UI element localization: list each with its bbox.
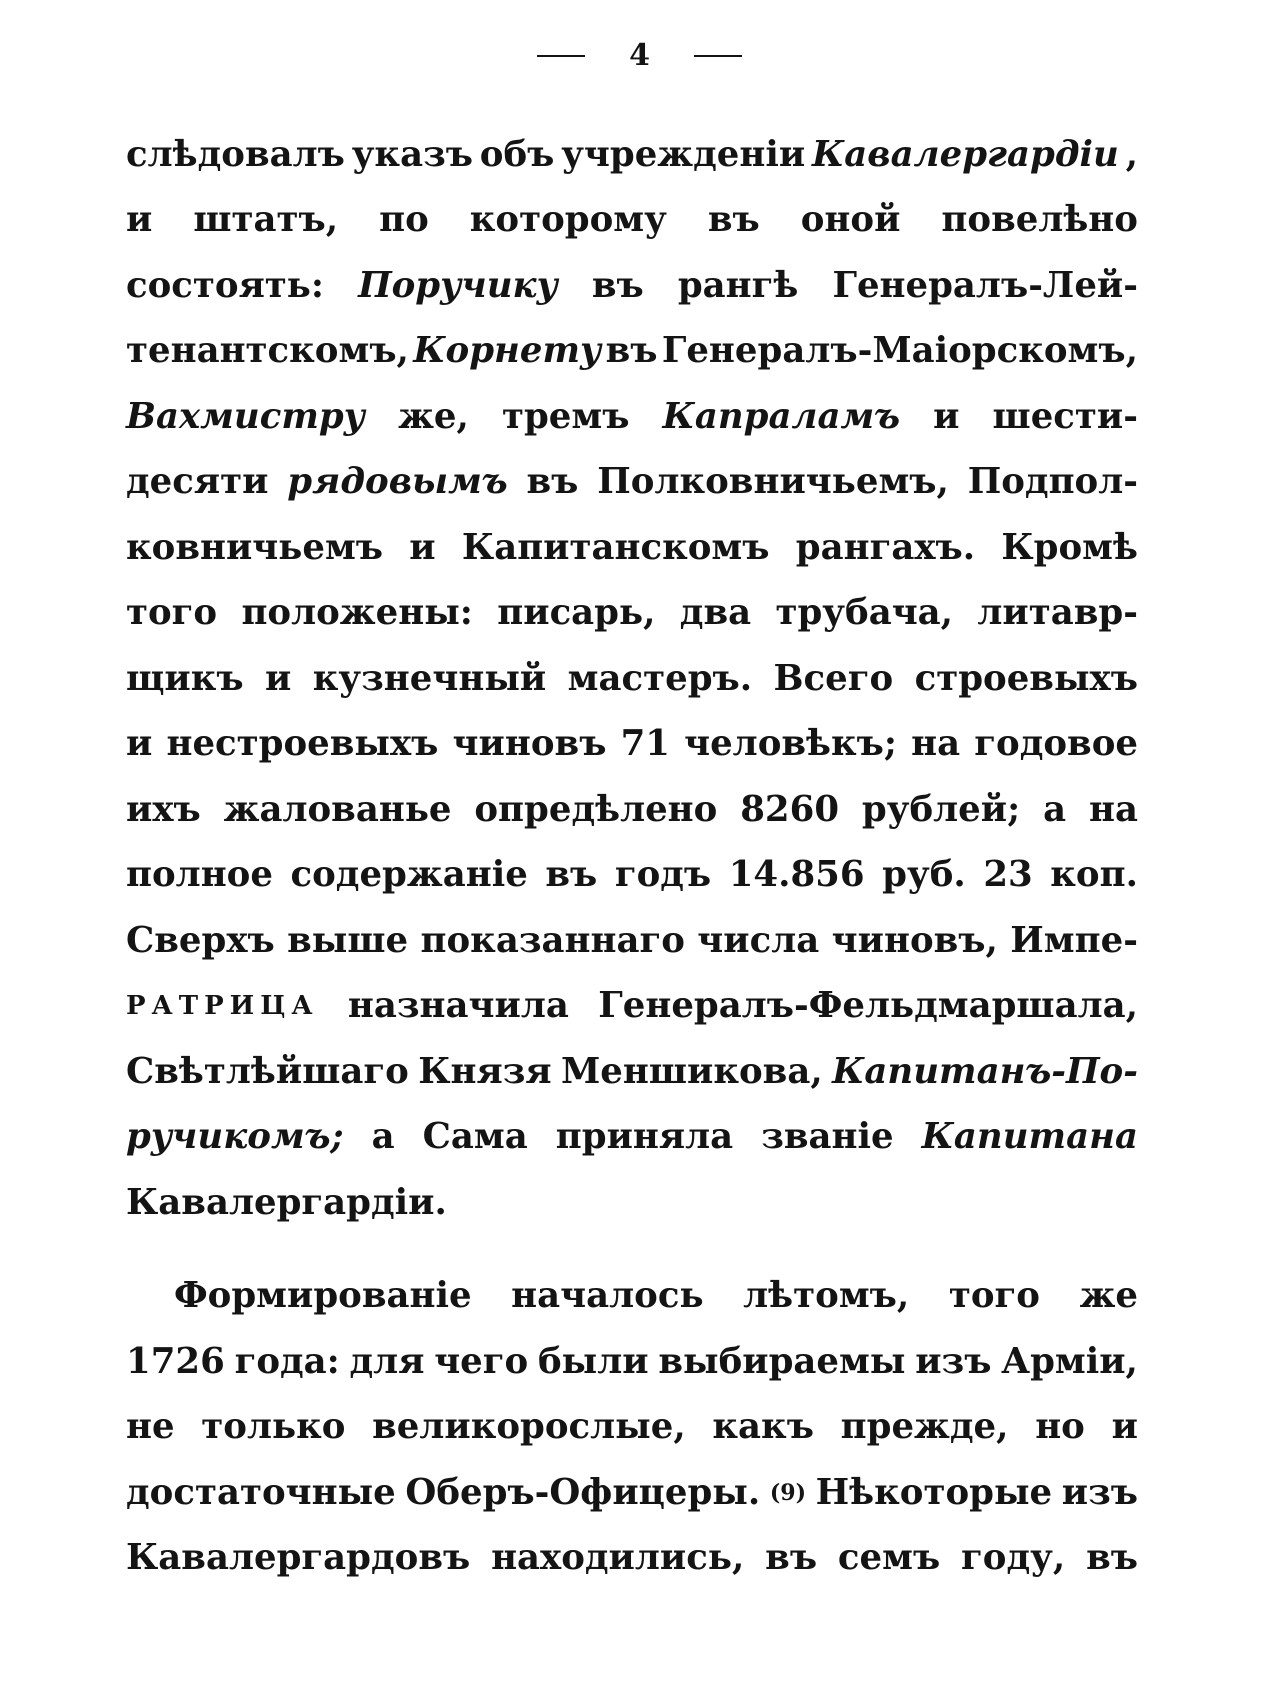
word: числа xyxy=(697,919,820,961)
word: году, xyxy=(961,1537,1066,1579)
text-line xyxy=(126,122,1138,188)
word: началось xyxy=(511,1275,704,1317)
word: штатъ, xyxy=(193,199,339,241)
word: рублей; xyxy=(861,788,1021,830)
body-text xyxy=(126,122,1138,1591)
word: лѣтомъ, xyxy=(743,1275,910,1317)
word: а xyxy=(1043,788,1067,830)
word: на xyxy=(911,723,961,765)
word: достаточные xyxy=(126,1471,396,1513)
word: Арміи, xyxy=(1001,1340,1138,1382)
word: въ xyxy=(545,854,598,896)
word: , xyxy=(1125,133,1138,175)
word: въ xyxy=(605,330,658,372)
header-dash-right xyxy=(694,55,742,57)
word: выше xyxy=(287,919,409,961)
word: чиновъ, xyxy=(831,919,998,961)
word: слѣдовалъ xyxy=(126,133,345,175)
header-dash-left xyxy=(537,55,585,57)
word: же xyxy=(1079,1275,1138,1317)
word: Генералъ-Маіорскомъ, xyxy=(661,330,1138,372)
word: Капитана xyxy=(921,1116,1138,1158)
word: человѣкъ; xyxy=(684,723,897,765)
word: жалованье xyxy=(223,788,452,830)
word: того xyxy=(126,592,218,634)
word: кузнечный xyxy=(312,657,547,699)
word: Кавалергардовъ xyxy=(126,1537,471,1579)
word: нестроевыхъ xyxy=(166,723,439,765)
text-line xyxy=(126,1395,1138,1461)
word: но xyxy=(1035,1406,1085,1448)
text-line xyxy=(126,974,1138,1040)
word: 1726 xyxy=(126,1340,225,1382)
word: Всего xyxy=(773,657,894,699)
word: ковничьемъ xyxy=(126,526,384,568)
word: того xyxy=(948,1275,1040,1317)
word: находились, xyxy=(491,1537,745,1579)
word: состоять: xyxy=(126,264,325,306)
word: изъ xyxy=(1061,1471,1138,1513)
word: 71 xyxy=(620,723,670,765)
word: Корнету xyxy=(413,330,602,372)
word: Сама xyxy=(422,1116,528,1158)
word: чего xyxy=(434,1340,529,1382)
word: рангѣ xyxy=(677,264,799,306)
text-line xyxy=(126,843,1138,909)
word: Меншикова, xyxy=(561,1050,823,1092)
word: щикъ xyxy=(126,657,244,699)
page-number: 4 xyxy=(629,38,650,73)
word: для xyxy=(349,1340,425,1382)
word: руб. xyxy=(882,854,966,896)
word: Вахмистру xyxy=(126,395,365,437)
word: на xyxy=(1088,788,1138,830)
word: мастеръ. xyxy=(567,657,753,699)
word: въ xyxy=(591,264,644,306)
word: строевыхъ xyxy=(914,657,1138,699)
word: указъ xyxy=(351,133,473,175)
text-line xyxy=(126,1170,1138,1236)
text-line xyxy=(126,450,1138,516)
text-line xyxy=(126,1039,1138,1105)
word: назначила xyxy=(347,985,569,1027)
paragraph xyxy=(126,1264,1138,1592)
paragraph-gap xyxy=(126,1236,1138,1264)
word: и xyxy=(933,395,960,437)
word: показаннаго xyxy=(420,919,685,961)
paragraph xyxy=(126,122,1138,1236)
word: полное xyxy=(126,854,273,896)
word: шести- xyxy=(992,395,1138,437)
word: же, xyxy=(398,395,469,437)
text-line xyxy=(126,581,1138,647)
page-header xyxy=(0,36,1279,76)
word: Генералъ-Лей- xyxy=(832,264,1138,306)
word: объ xyxy=(479,133,555,175)
text-line xyxy=(126,1264,1138,1330)
word: Кавалергардіи. xyxy=(126,1181,447,1223)
word: десяти xyxy=(126,461,269,503)
word: которому xyxy=(469,199,667,241)
word: тремъ xyxy=(501,395,630,437)
word: чиновъ xyxy=(452,723,607,765)
word: семъ xyxy=(837,1537,941,1579)
word: 8260 xyxy=(740,788,840,830)
word: только xyxy=(201,1406,346,1448)
text-line xyxy=(126,188,1138,254)
word: 14.856 xyxy=(728,854,865,896)
word: прежде, xyxy=(840,1406,1009,1448)
text-line xyxy=(126,908,1138,974)
word: Оберъ-Офицеры. xyxy=(405,1471,761,1513)
word: были xyxy=(537,1340,649,1382)
text-line xyxy=(126,384,1138,450)
word: ихъ xyxy=(126,788,201,830)
text-line xyxy=(126,777,1138,843)
word: Капраламъ xyxy=(662,395,901,437)
text-line xyxy=(126,1526,1138,1592)
text-line xyxy=(126,1329,1138,1395)
text-line xyxy=(126,1105,1138,1171)
word: коп. xyxy=(1050,854,1138,896)
word: трубача, xyxy=(775,592,954,634)
word: тенантскомъ, xyxy=(126,330,409,372)
word: и xyxy=(126,723,153,765)
word: какъ xyxy=(712,1406,814,1448)
word: и xyxy=(126,199,153,241)
word: РАТРИЦА xyxy=(126,991,319,1022)
text-line xyxy=(126,646,1138,712)
text-line xyxy=(126,253,1138,319)
word: а xyxy=(371,1116,395,1158)
word: годъ xyxy=(614,854,712,896)
word: два xyxy=(679,592,752,634)
word: Князя xyxy=(418,1050,552,1092)
word: Подпол- xyxy=(967,461,1138,503)
word: Кромѣ xyxy=(1001,526,1138,568)
word: не xyxy=(126,1406,175,1448)
text-line xyxy=(126,319,1138,385)
word: Сверхъ xyxy=(126,919,275,961)
word: въ xyxy=(765,1537,818,1579)
word: Генералъ-Фельдмаршала, xyxy=(598,985,1138,1027)
text-line xyxy=(126,515,1138,581)
text-line xyxy=(126,712,1138,778)
word: писарь, xyxy=(497,592,656,634)
word: года: xyxy=(234,1340,340,1382)
word: 23 xyxy=(983,854,1033,896)
word: въ xyxy=(1086,1537,1138,1579)
word: учрежденіи xyxy=(561,133,806,175)
word: Свѣтлѣйшаго xyxy=(126,1050,409,1092)
word: Импе- xyxy=(1010,919,1138,961)
word: рангахъ. xyxy=(795,526,976,568)
word: и xyxy=(265,657,292,699)
word: годовое xyxy=(974,723,1138,765)
word: въ xyxy=(707,199,760,241)
word: выбираемы xyxy=(658,1340,906,1382)
word: по xyxy=(379,199,429,241)
word: въ xyxy=(526,461,579,503)
word: Поручику xyxy=(358,264,558,306)
word: приняла xyxy=(555,1116,734,1158)
word: и xyxy=(409,526,436,568)
word: рядовымъ xyxy=(287,461,508,503)
word: Полковничьемъ, xyxy=(597,461,949,503)
word: ручикомъ; xyxy=(126,1116,344,1158)
word: повелѣно xyxy=(941,199,1138,241)
word: великорослые, xyxy=(372,1406,686,1448)
text-line: достаточные Оберъ-Офицеры. (9) Нѣкоторые изъ xyxy=(126,1471,1138,1513)
word: оной xyxy=(800,199,901,241)
word: Капитанскомъ xyxy=(461,526,770,568)
word: изъ xyxy=(915,1340,992,1382)
word: Нѣкоторые xyxy=(815,1471,1053,1513)
word: и xyxy=(1111,1406,1138,1448)
word: опредѣлено xyxy=(474,788,718,830)
word: литавр- xyxy=(977,592,1138,634)
word: Кавалергардіи xyxy=(812,133,1119,175)
word: содержаніе xyxy=(290,854,528,896)
word: званіе xyxy=(761,1116,894,1158)
word: Формированіе xyxy=(174,1275,472,1317)
word: Капитанъ-По- xyxy=(832,1050,1138,1092)
word: положены: xyxy=(241,592,473,634)
